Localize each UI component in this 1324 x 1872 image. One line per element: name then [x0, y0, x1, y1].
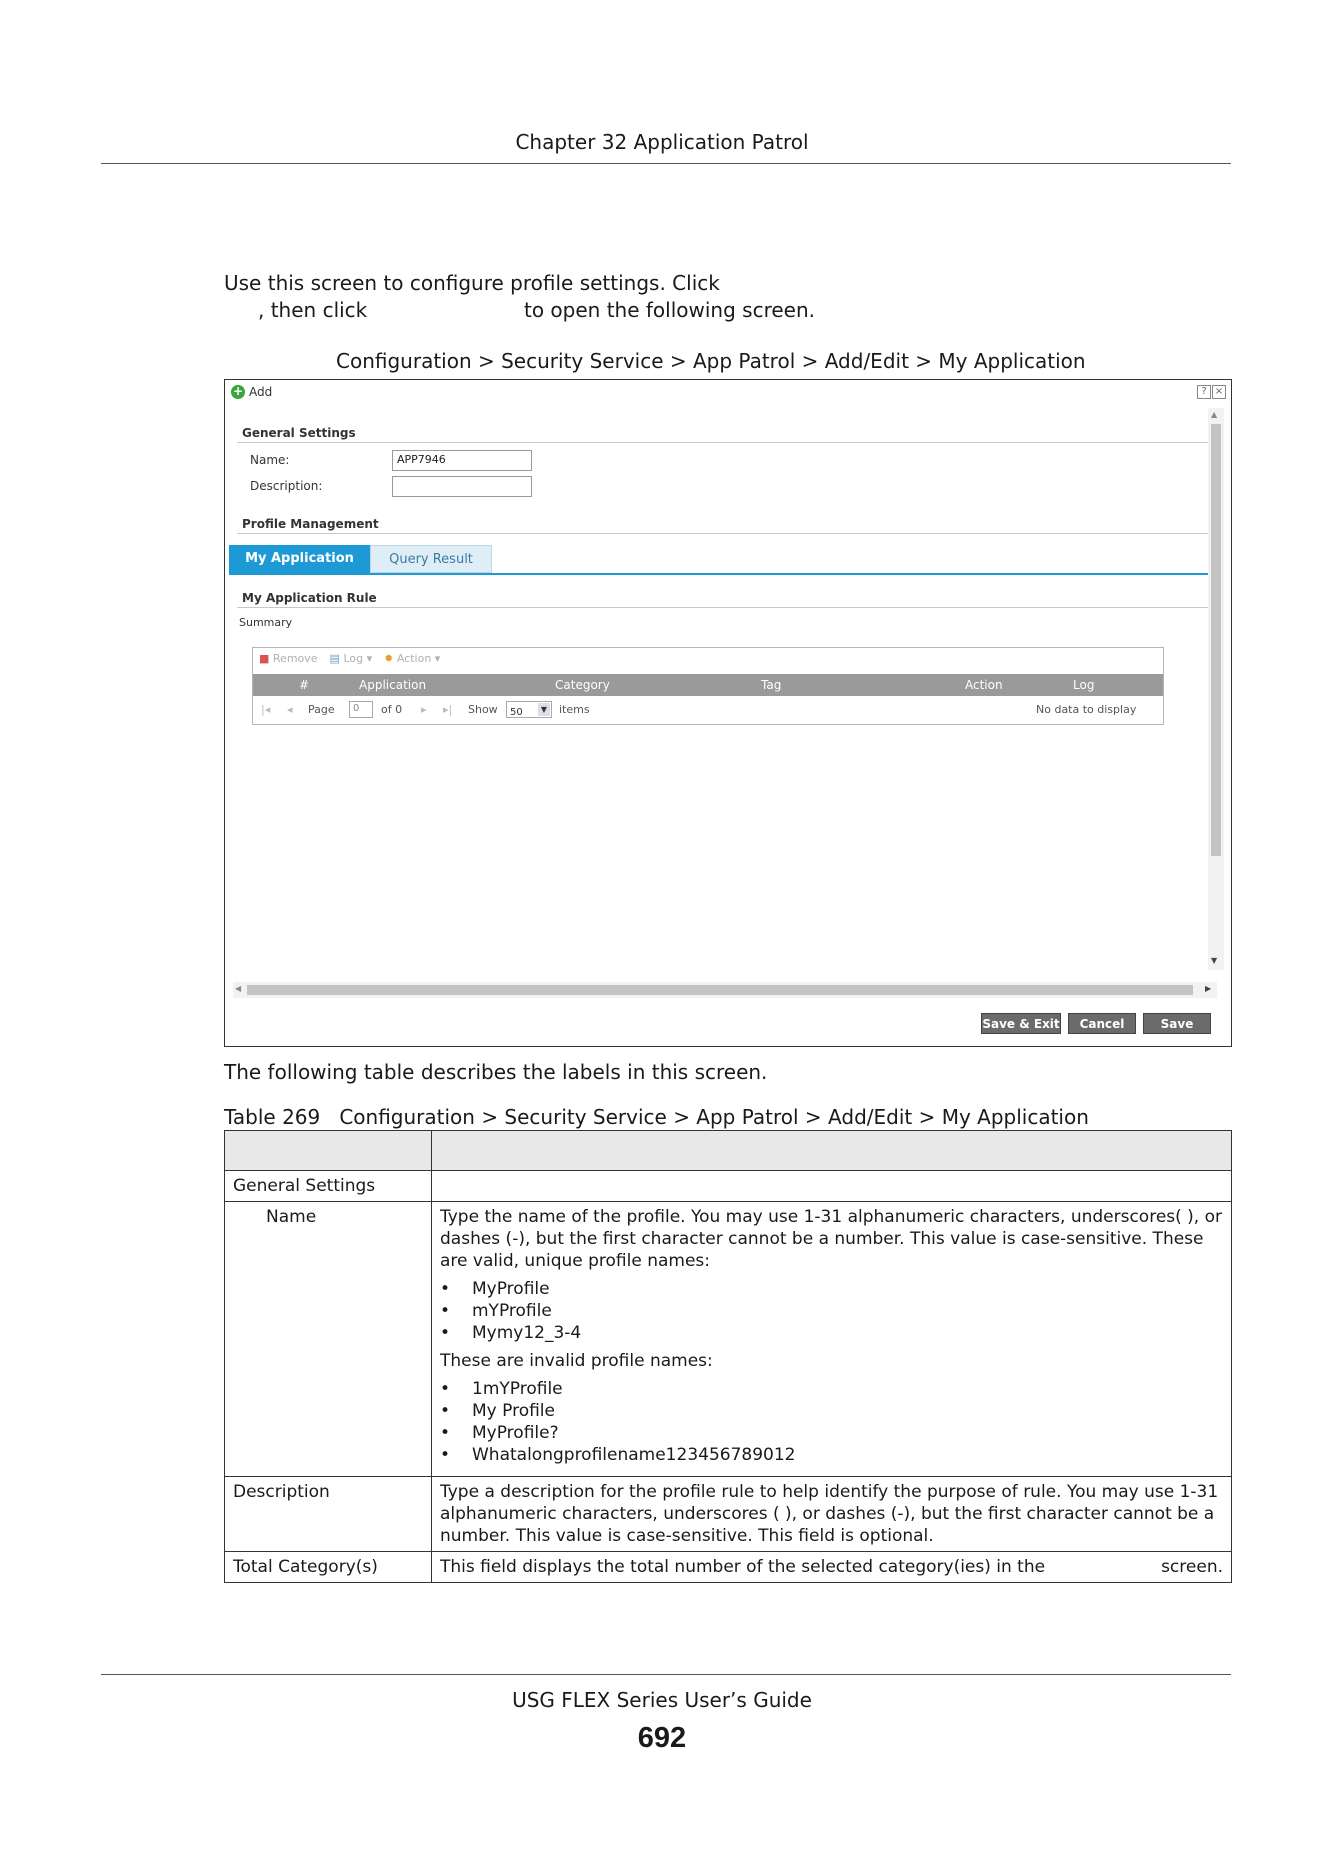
row-description-end: screen. — [1161, 1557, 1223, 1577]
page-number: 692 — [637, 1722, 687, 1754]
list-item: • 1mYProfile — [440, 1378, 1223, 1400]
row-description: This field displays the total number of the selected category(ies) in the — [440, 1557, 1046, 1577]
scroll-left-icon[interactable]: ◀ — [235, 984, 242, 993]
col-action[interactable]: Action — [965, 678, 1003, 692]
chevron-down-icon: ▼ — [538, 703, 550, 716]
horizontal-scroll-thumb[interactable] — [247, 985, 1193, 995]
col-application[interactable]: Application — [359, 678, 427, 692]
tab-underline — [229, 573, 1214, 575]
grid-header — [253, 674, 1163, 696]
col-tag[interactable]: Tag — [761, 678, 782, 692]
intro-line-1: Use this screen to configure profile settings. Click — [224, 271, 720, 295]
log-button[interactable]: ▤ Log ▾ — [329, 652, 373, 665]
intro-line-2a: , then click — [258, 298, 368, 322]
page-size-select[interactable] — [506, 701, 552, 718]
description-label: Description: — [250, 479, 323, 493]
list-item: • Mymy12_3-4 — [440, 1322, 1223, 1344]
save-exit-button[interactable]: Save & Exit — [981, 1013, 1061, 1034]
save-button[interactable]: Save — [1143, 1013, 1211, 1034]
name-input[interactable]: APP7946 — [392, 450, 532, 471]
first-page-icon[interactable]: |◂ — [261, 703, 271, 716]
vertical-scrollbar[interactable] — [1208, 408, 1224, 970]
trash-icon: ■ — [259, 652, 270, 665]
page-of: of 0 — [381, 703, 403, 716]
table-caption: Table 269 Configuration > Security Service > App Patrol > Add/Edit > My Application — [224, 1105, 1089, 1129]
add-label: Add — [249, 385, 273, 399]
table-row — [225, 1202, 1232, 1477]
rule-grid — [252, 647, 1164, 725]
close-icon[interactable]: × — [1212, 385, 1226, 399]
figure-caption: Configuration > Security Service > App Patrol > Add/Edit > My Application — [336, 349, 1086, 373]
row-label: General Settings — [225, 1171, 432, 1202]
plus-icon: + — [232, 384, 244, 398]
remove-button[interactable]: ■ Remove — [259, 652, 318, 665]
header-rule — [101, 163, 1231, 164]
grid-toolbar — [259, 652, 440, 665]
horizontal-scrollbar[interactable] — [233, 982, 1217, 998]
divider — [237, 607, 1214, 608]
table-intro: The following table describes the labels in this screen. — [224, 1060, 768, 1084]
invalid-names-list — [440, 1378, 1223, 1466]
description-input[interactable] — [392, 476, 532, 497]
scroll-up-icon[interactable]: ▲ — [1211, 410, 1218, 419]
name-label: Name: — [250, 453, 290, 467]
divider — [237, 442, 1214, 443]
app-screenshot — [224, 379, 1232, 1047]
col-number[interactable]: # — [299, 678, 310, 692]
add-button[interactable] — [231, 385, 272, 399]
rule-title: My Application Rule — [242, 591, 377, 605]
action-button[interactable]: ✹ Action ▾ — [384, 652, 441, 665]
table-row — [225, 1552, 1232, 1583]
footer-rule — [101, 1674, 1231, 1675]
row-label: Description — [225, 1477, 432, 1552]
summary-label: Summary — [239, 616, 293, 629]
invalid-intro: These are invalid profile names: — [440, 1351, 713, 1371]
tab-query-result[interactable]: Query Result — [370, 545, 492, 573]
grid-pager — [253, 698, 1163, 722]
cancel-button[interactable]: Cancel — [1068, 1013, 1136, 1034]
general-settings-title: General Settings — [242, 426, 356, 440]
row-description: Type a description for the profile rule to help identify the purpose of rule. You may use 1-31 alphanumeric characters, underscores ( ), or dashes (-), but the first character cannot be a number. This value is case-sensitive. This field is optional. — [432, 1477, 1232, 1552]
list-item: • MyProfile? — [440, 1422, 1223, 1444]
footer-title: USG FLEX Series User’s Guide — [512, 1688, 812, 1712]
tab-my-application[interactable]: My Application — [229, 545, 370, 573]
col-log[interactable]: Log — [1073, 678, 1095, 692]
no-data-label: No data to display — [1036, 703, 1137, 716]
table-row — [225, 1171, 1232, 1202]
scroll-down-icon[interactable]: ▼ — [1211, 956, 1218, 965]
table-header-row — [225, 1131, 1232, 1171]
log-icon: ▤ — [329, 652, 340, 665]
divider — [237, 533, 1214, 534]
window-controls — [1197, 385, 1226, 399]
label-table — [224, 1130, 1232, 1583]
page-size-value: 50 — [510, 707, 523, 718]
list-item: • Whatalongprofilename123456789012 — [440, 1444, 1223, 1466]
show-label: Show — [468, 703, 498, 716]
help-icon[interactable]: ? — [1197, 385, 1211, 399]
gear-icon: ✹ — [384, 652, 394, 665]
next-page-icon[interactable]: ▸ — [421, 703, 427, 716]
row-label: Name — [225, 1202, 432, 1477]
row-label: Total Category(s) — [225, 1552, 432, 1583]
chapter-header: Chapter 32 Application Patrol — [515, 130, 809, 154]
intro-line-2b: to open the following screen. — [524, 298, 815, 322]
last-page-icon[interactable]: ▸| — [443, 703, 453, 716]
list-item: • My Profile — [440, 1400, 1223, 1422]
col-category[interactable]: Category — [555, 678, 610, 692]
name-description: Type the name of the profile. You may use 1-31 alphanumeric characters, underscores( ), or dashes (-), but the first character cannot be a number. This value is case-sensitive. These are valid, unique profile names: — [440, 1207, 1223, 1271]
items-label: items — [559, 703, 590, 716]
profile-management-title: Profile Management — [242, 517, 379, 531]
scroll-right-icon[interactable]: ▶ — [1205, 984, 1212, 993]
page-label: Page — [308, 703, 335, 716]
page-input[interactable]: 0 — [349, 701, 373, 718]
table-row — [225, 1477, 1232, 1552]
vertical-scroll-thumb[interactable] — [1211, 424, 1221, 856]
list-item: • MyProfile — [440, 1278, 1223, 1300]
list-item: • mYProfile — [440, 1300, 1223, 1322]
valid-names-list — [440, 1278, 1223, 1344]
prev-page-icon[interactable]: ◂ — [287, 703, 293, 716]
